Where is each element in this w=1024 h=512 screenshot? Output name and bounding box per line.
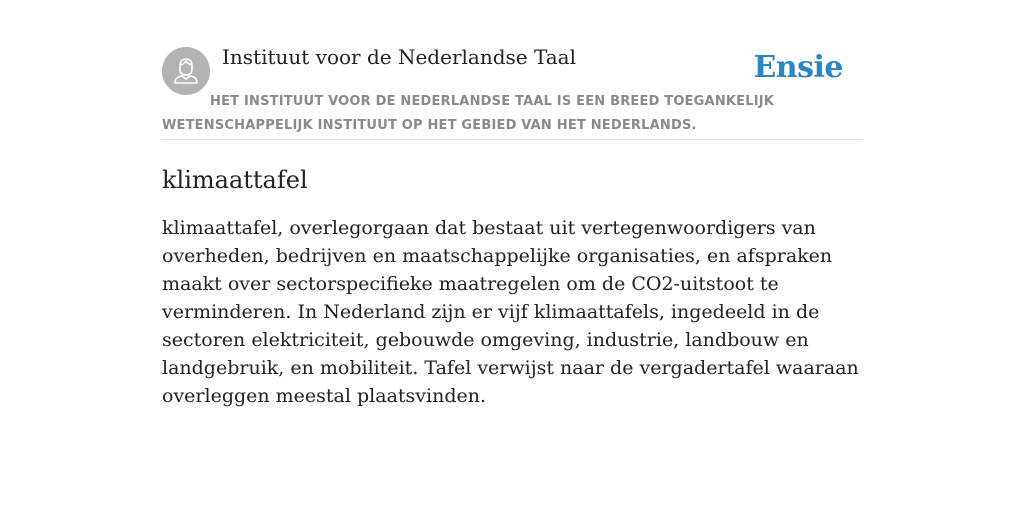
author-description: HET INSTITUUT VOOR DE NEDERLANDSE TAAL IS EEN BREED TOEGANKELIJK WETENSCHAPPELIJK INSTITUUT OP HET GEBIED VAN HET NEDERLANDS. <box>162 94 775 133</box>
entry-title: klimaattafel <box>162 166 308 194</box>
author-name[interactable]: Instituut voor de Nederlandse Taal <box>222 45 576 69</box>
brand-logo[interactable]: Ensie <box>753 50 843 85</box>
entry-definition: klimaattafel, overlegorgaan dat bestaat uit vertegenwoordigers van overheden, bedrijven en maatschappelijke organisaties, en afspraken maakt over sectorspecifieke maatregelen om de CO2-uitstoot te verminderen. In Nederland zijn er vijf klimaattafels, ingedeeld in de sectoren elektriciteit, gebouwde omgeving, industrie, landbouw en landgebruik, en mobiliteit. Tafel verwijst naar de vergadertafel waaraan overleggen meestal plaatsvinden. <box>162 217 859 407</box>
author-header <box>162 44 862 140</box>
definition-card <box>162 44 862 410</box>
user-avatar-icon[interactable] <box>162 47 210 95</box>
